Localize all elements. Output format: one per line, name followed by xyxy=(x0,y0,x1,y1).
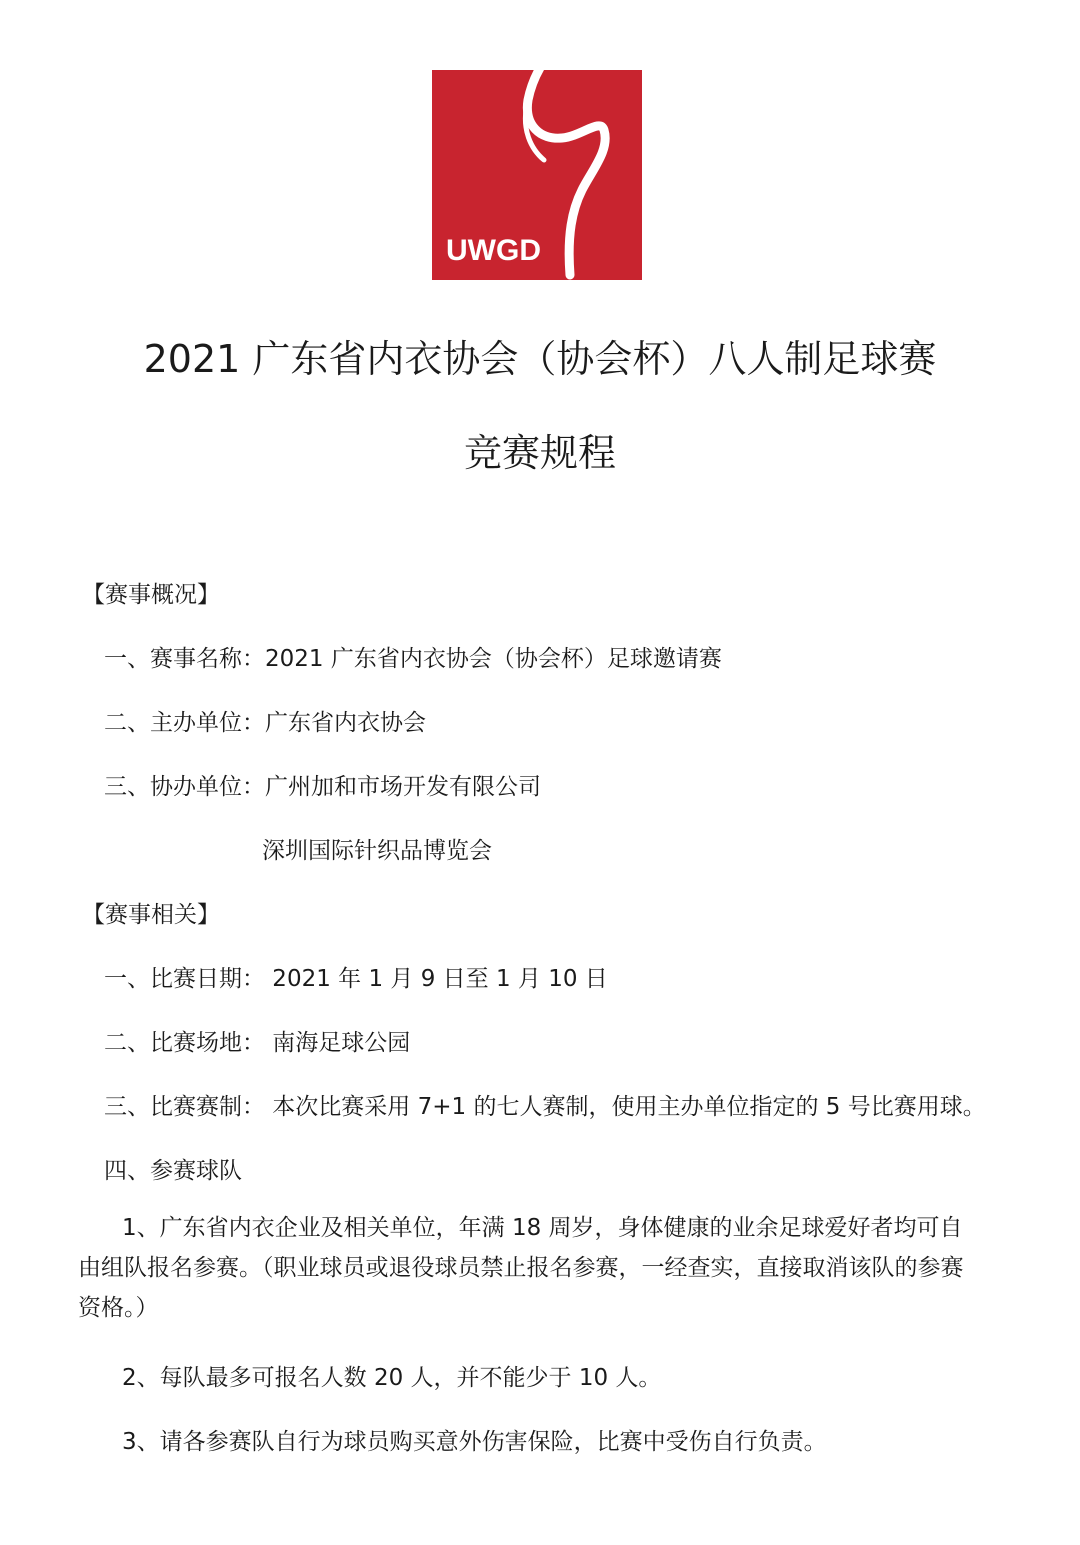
overview-item-event-name: 一、赛事名称：2021 广东省内衣协会（协会杯）足球邀请赛 xyxy=(104,646,722,672)
section-heading-details: 【赛事相关】 xyxy=(82,902,220,928)
details-item-venue: 二、比赛场地： 南海足球公园 xyxy=(104,1030,411,1056)
details-item-teams: 四、参赛球队 xyxy=(104,1158,242,1184)
details-item-format: 三、比赛赛制： 本次比赛采用 7+1 的七人赛制，使用主办单位指定的 5 号比赛用球。 xyxy=(104,1094,986,1120)
rule-paragraph-2: 2、每队最多可报名人数 20 人，并不能少于 10 人。 xyxy=(122,1365,662,1391)
details-item-date: 一、比赛日期： 2021 年 1 月 9 日至 1 月 10 日 xyxy=(104,966,608,992)
logo-text: UWGD xyxy=(446,234,541,267)
overview-item-organizer: 二、主办单位：广东省内衣协会 xyxy=(104,710,426,736)
overview-item-co-organizer-2: 深圳国际针织品博览会 xyxy=(262,838,492,864)
overview-item-co-organizer: 三、协办单位：广州加和市场开发有限公司 xyxy=(104,774,541,800)
section-heading-overview: 【赛事概况】 xyxy=(82,582,220,608)
document-subtitle: 竞赛规程 xyxy=(463,431,616,475)
rule-paragraph-3: 3、请各参赛队自行为球员购买意外伤害保险，比赛中受伤自行负责。 xyxy=(122,1429,827,1455)
document-title: 2021 广东省内衣协会（协会杯）八人制足球赛 xyxy=(143,337,937,381)
uwgd-logo xyxy=(432,70,642,280)
rule-paragraph-1: 1、广东省内衣企业及相关单位，年满 18 周岁，身体健康的业余足球爱好者均可自由组队报名参赛。（职业球员或退役球员禁止报名参赛，一经查实，直接取消该队的参赛资格。） xyxy=(78,1215,964,1321)
